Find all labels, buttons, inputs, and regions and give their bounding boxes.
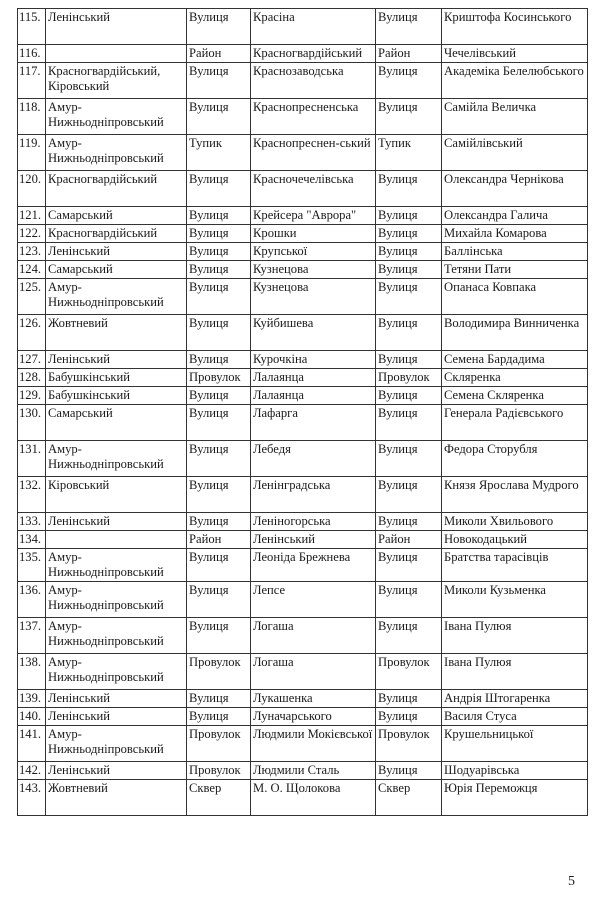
old-name-cell: Куйбишева	[251, 315, 376, 351]
new-name-cell: Івана Пулюя	[442, 654, 588, 690]
new-type-cell: Вулиця	[376, 549, 442, 582]
new-type-cell: Вулиця	[376, 513, 442, 531]
row-number-cell: 132.	[18, 477, 46, 513]
old-type-cell: Вулиця	[187, 582, 251, 618]
old-name-cell: Красночечелівська	[251, 171, 376, 207]
district-cell: Жовтневий	[46, 315, 187, 351]
district-cell	[46, 45, 187, 63]
old-type-cell: Вулиця	[187, 9, 251, 45]
old-type-cell: Тупик	[187, 135, 251, 171]
district-cell: Красногвардійський	[46, 225, 187, 243]
new-name-cell: Семена Скляренка	[442, 387, 588, 405]
old-type-cell: Вулиця	[187, 405, 251, 441]
new-type-cell: Провулок	[376, 654, 442, 690]
row-number-cell: 129.	[18, 387, 46, 405]
row-number-cell: 137.	[18, 618, 46, 654]
table-row	[18, 261, 588, 279]
table-body	[18, 9, 588, 816]
table-row	[18, 225, 588, 243]
new-name-cell: Юрія Переможця	[442, 780, 588, 816]
old-name-cell: Лукашенка	[251, 690, 376, 708]
row-number-cell: 118.	[18, 99, 46, 135]
new-type-cell: Провулок	[376, 726, 442, 762]
row-number-cell: 125.	[18, 279, 46, 315]
old-type-cell: Вулиця	[187, 225, 251, 243]
district-cell: Амур-Нижньодніпровський	[46, 441, 187, 477]
district-cell: Жовтневий	[46, 780, 187, 816]
new-name-cell: Генерала Радієвського	[442, 405, 588, 441]
district-cell: Ленінський	[46, 708, 187, 726]
district-cell: Амур-Нижньодніпровський	[46, 654, 187, 690]
old-name-cell: Краснозаводська	[251, 63, 376, 99]
new-type-cell: Вулиця	[376, 171, 442, 207]
table-row	[18, 708, 588, 726]
old-name-cell: Краснопресненська	[251, 99, 376, 135]
old-name-cell: Лалаянца	[251, 387, 376, 405]
district-cell: Амур-Нижньодніпровський	[46, 279, 187, 315]
old-type-cell: Вулиця	[187, 690, 251, 708]
old-name-cell: Курочкіна	[251, 351, 376, 369]
new-name-cell: Опанаса Ковпака	[442, 279, 588, 315]
old-name-cell: Ленінградська	[251, 477, 376, 513]
row-number-cell: 139.	[18, 690, 46, 708]
old-name-cell: Кузнецова	[251, 279, 376, 315]
district-cell: Ленінський	[46, 351, 187, 369]
new-name-cell: Новокодацький	[442, 531, 588, 549]
row-number-cell: 128.	[18, 369, 46, 387]
old-name-cell: Леоніда Брежнева	[251, 549, 376, 582]
new-name-cell: Миколи Хвильового	[442, 513, 588, 531]
new-name-cell: Братства тарасівців	[442, 549, 588, 582]
old-type-cell: Район	[187, 45, 251, 63]
district-cell: Самарський	[46, 405, 187, 441]
row-number-cell: 115.	[18, 9, 46, 45]
old-type-cell: Вулиця	[187, 387, 251, 405]
table-row	[18, 726, 588, 762]
new-type-cell: Район	[376, 531, 442, 549]
new-type-cell: Вулиця	[376, 441, 442, 477]
old-name-cell: Лалаянца	[251, 369, 376, 387]
row-number-cell: 116.	[18, 45, 46, 63]
district-cell: Ленінський	[46, 243, 187, 261]
old-type-cell: Вулиця	[187, 207, 251, 225]
row-number-cell: 126.	[18, 315, 46, 351]
new-name-cell: Криштофа Косинського	[442, 9, 588, 45]
row-number-cell: 133.	[18, 513, 46, 531]
old-type-cell: Вулиця	[187, 243, 251, 261]
new-name-cell: Тетяни Пати	[442, 261, 588, 279]
new-type-cell: Провулок	[376, 369, 442, 387]
table-row	[18, 45, 588, 63]
old-name-cell: М. О. Щолокова	[251, 780, 376, 816]
old-type-cell: Вулиця	[187, 279, 251, 315]
district-cell	[46, 531, 187, 549]
row-number-cell: 122.	[18, 225, 46, 243]
old-name-cell: Леніногорська	[251, 513, 376, 531]
district-cell: Ленінський	[46, 690, 187, 708]
old-name-cell: Логаша	[251, 618, 376, 654]
new-type-cell: Вулиця	[376, 315, 442, 351]
table-row	[18, 654, 588, 690]
new-name-cell: Андрія Штогаренка	[442, 690, 588, 708]
old-type-cell: Вулиця	[187, 171, 251, 207]
row-number-cell: 134.	[18, 531, 46, 549]
new-type-cell: Вулиця	[376, 708, 442, 726]
row-number-cell: 131.	[18, 441, 46, 477]
old-name-cell: Крошки	[251, 225, 376, 243]
new-type-cell: Вулиця	[376, 261, 442, 279]
district-cell: Бабушкінський	[46, 369, 187, 387]
new-name-cell: Крушельницької	[442, 726, 588, 762]
district-cell: Амур-Нижньодніпровський	[46, 549, 187, 582]
district-cell: Самарський	[46, 261, 187, 279]
old-type-cell: Сквер	[187, 780, 251, 816]
district-cell: Ленінський	[46, 9, 187, 45]
district-cell: Красногвардійський, Кіровський	[46, 63, 187, 99]
table-row	[18, 387, 588, 405]
new-name-cell: Самійла Величка	[442, 99, 588, 135]
table-row	[18, 135, 588, 171]
table-row	[18, 762, 588, 780]
new-type-cell: Вулиця	[376, 207, 442, 225]
old-name-cell: Красногвардійський	[251, 45, 376, 63]
new-type-cell: Вулиця	[376, 99, 442, 135]
table-row	[18, 513, 588, 531]
new-type-cell: Вулиця	[376, 618, 442, 654]
row-number-cell: 140.	[18, 708, 46, 726]
old-name-cell: Краснопреснен-ський	[251, 135, 376, 171]
new-name-cell: Олександра Галича	[442, 207, 588, 225]
old-type-cell: Провулок	[187, 654, 251, 690]
row-number-cell: 143.	[18, 780, 46, 816]
new-name-cell: Князя Ярослава Мудрого	[442, 477, 588, 513]
old-name-cell: Луначарського	[251, 708, 376, 726]
new-type-cell: Вулиця	[376, 582, 442, 618]
row-number-cell: 130.	[18, 405, 46, 441]
row-number-cell: 117.	[18, 63, 46, 99]
new-type-cell: Вулиця	[376, 387, 442, 405]
row-number-cell: 141.	[18, 726, 46, 762]
old-type-cell: Вулиця	[187, 549, 251, 582]
old-type-cell: Провулок	[187, 726, 251, 762]
district-cell: Ленінський	[46, 513, 187, 531]
new-type-cell: Вулиця	[376, 63, 442, 99]
old-type-cell: Вулиця	[187, 63, 251, 99]
row-number-cell: 123.	[18, 243, 46, 261]
new-name-cell: Володимира Винниченка	[442, 315, 588, 351]
new-name-cell: Семена Бардадима	[442, 351, 588, 369]
table-row	[18, 441, 588, 477]
new-type-cell: Вулиця	[376, 9, 442, 45]
row-number-cell: 142.	[18, 762, 46, 780]
new-name-cell: Федора Сторубля	[442, 441, 588, 477]
new-name-cell: Василя Стуса	[442, 708, 588, 726]
table-row	[18, 315, 588, 351]
row-number-cell: 121.	[18, 207, 46, 225]
table-row	[18, 279, 588, 315]
old-type-cell: Вулиця	[187, 441, 251, 477]
district-cell: Бабушкінський	[46, 387, 187, 405]
old-name-cell: Лебедя	[251, 441, 376, 477]
table-row	[18, 618, 588, 654]
street-renaming-table	[17, 8, 588, 816]
new-type-cell: Вулиця	[376, 690, 442, 708]
new-name-cell: Скляренка	[442, 369, 588, 387]
table-row	[18, 690, 588, 708]
new-name-cell: Академіка Белелюбського	[442, 63, 588, 99]
new-type-cell: Тупик	[376, 135, 442, 171]
new-type-cell: Вулиця	[376, 762, 442, 780]
old-type-cell: Провулок	[187, 369, 251, 387]
row-number-cell: 138.	[18, 654, 46, 690]
district-cell: Самарський	[46, 207, 187, 225]
row-number-cell: 135.	[18, 549, 46, 582]
old-name-cell: Лепсе	[251, 582, 376, 618]
old-type-cell: Провулок	[187, 762, 251, 780]
table-row	[18, 531, 588, 549]
old-type-cell: Вулиця	[187, 351, 251, 369]
new-type-cell: Вулиця	[376, 405, 442, 441]
old-name-cell: Людмили Сталь	[251, 762, 376, 780]
district-cell: Ленінський	[46, 762, 187, 780]
new-type-cell: Вулиця	[376, 279, 442, 315]
row-number-cell: 119.	[18, 135, 46, 171]
table-row	[18, 207, 588, 225]
old-type-cell: Вулиця	[187, 261, 251, 279]
new-name-cell: Самійлівський	[442, 135, 588, 171]
new-name-cell: Івана Пулюя	[442, 618, 588, 654]
district-cell: Амур-Нижньодніпровський	[46, 99, 187, 135]
table-row	[18, 780, 588, 816]
new-type-cell: Сквер	[376, 780, 442, 816]
new-type-cell: Вулиця	[376, 477, 442, 513]
old-name-cell: Лафарга	[251, 405, 376, 441]
district-cell: Амур-Нижньодніпровський	[46, 726, 187, 762]
old-name-cell: Кузнецова	[251, 261, 376, 279]
table-row	[18, 369, 588, 387]
old-type-cell: Вулиця	[187, 315, 251, 351]
district-cell: Амур-Нижньодніпровський	[46, 582, 187, 618]
old-name-cell: Ленінський	[251, 531, 376, 549]
table-row	[18, 99, 588, 135]
row-number-cell: 124.	[18, 261, 46, 279]
new-name-cell: Баллінська	[442, 243, 588, 261]
district-cell: Амур-Нижньодніпровський	[46, 135, 187, 171]
new-name-cell: Миколи Кузьменка	[442, 582, 588, 618]
old-name-cell: Крейсера "Аврора"	[251, 207, 376, 225]
old-type-cell: Вулиця	[187, 477, 251, 513]
table-row	[18, 171, 588, 207]
new-type-cell: Вулиця	[376, 243, 442, 261]
page-number: 5	[568, 874, 575, 889]
old-name-cell: Крупської	[251, 243, 376, 261]
table-row	[18, 405, 588, 441]
district-cell: Красногвардійський	[46, 171, 187, 207]
row-number-cell: 127.	[18, 351, 46, 369]
table-row	[18, 243, 588, 261]
old-name-cell: Логаша	[251, 654, 376, 690]
table-row	[18, 582, 588, 618]
table-row	[18, 9, 588, 45]
new-type-cell: Район	[376, 45, 442, 63]
table-row	[18, 549, 588, 582]
table-row	[18, 63, 588, 99]
new-type-cell: Вулиця	[376, 225, 442, 243]
old-type-cell: Район	[187, 531, 251, 549]
table-row	[18, 477, 588, 513]
old-type-cell: Вулиця	[187, 618, 251, 654]
row-number-cell: 136.	[18, 582, 46, 618]
new-name-cell: Чечелівський	[442, 45, 588, 63]
new-type-cell: Вулиця	[376, 351, 442, 369]
old-name-cell: Людмили Мокієвської	[251, 726, 376, 762]
table-row	[18, 351, 588, 369]
old-type-cell: Вулиця	[187, 99, 251, 135]
new-name-cell: Михайла Комарова	[442, 225, 588, 243]
old-type-cell: Вулиця	[187, 513, 251, 531]
old-type-cell: Вулиця	[187, 708, 251, 726]
new-name-cell: Олександра Чернікова	[442, 171, 588, 207]
row-number-cell: 120.	[18, 171, 46, 207]
new-name-cell: Шодуарівська	[442, 762, 588, 780]
old-name-cell: Красіна	[251, 9, 376, 45]
district-cell: Кіровський	[46, 477, 187, 513]
district-cell: Амур-Нижньодніпровський	[46, 618, 187, 654]
